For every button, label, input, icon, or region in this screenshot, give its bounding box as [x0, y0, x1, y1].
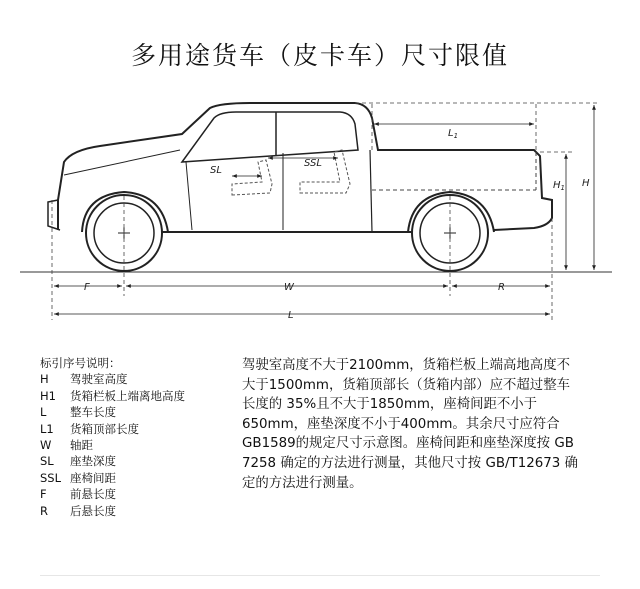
legend-item	[40, 437, 185, 453]
legend-item	[40, 503, 185, 519]
legend-item	[40, 388, 185, 404]
legend-item	[40, 421, 185, 437]
legend-symbol: R	[40, 503, 48, 518]
legend-symbol: SSL	[40, 470, 62, 485]
legend-item	[40, 371, 185, 387]
legend-desc: 座垫深度	[70, 454, 116, 469]
legend-desc: 驾驶室高度	[70, 372, 128, 387]
legend-desc: 货箱栏板上端离地高度	[70, 388, 185, 403]
label-H: H	[582, 178, 590, 189]
legend-item	[40, 470, 185, 486]
label-SSL: SSL	[304, 158, 322, 169]
legend-desc: 座椅间距	[70, 470, 116, 485]
legend-symbol: H1	[40, 388, 56, 403]
front-seat	[232, 160, 272, 195]
legend-symbol: F	[40, 487, 47, 502]
divider	[40, 575, 600, 576]
rear-seat	[300, 150, 350, 193]
label-L: L	[288, 310, 294, 321]
label-R: R	[498, 282, 505, 293]
legend-heading: 标引序号说明：	[40, 356, 121, 370]
legend-desc: 后悬长度	[70, 503, 116, 518]
cab-windows	[182, 112, 358, 162]
legend	[40, 355, 185, 519]
legend-desc: 轴距	[70, 438, 93, 453]
label-H1: $H_1$	[553, 180, 565, 192]
legend-desc: 货箱顶部长度	[70, 421, 139, 436]
legend-symbol: L	[40, 405, 47, 420]
label-W: W	[284, 282, 294, 293]
legend-desc: 整车长度	[70, 405, 116, 420]
legend-symbol: H	[40, 372, 49, 387]
label-F: F	[84, 282, 90, 293]
legend-item	[40, 486, 185, 502]
legend-item	[40, 453, 185, 469]
label-SL: SL	[210, 165, 222, 176]
page-title: 多用途货车（皮卡车）尺寸限值	[130, 41, 509, 70]
legend-symbol: SL	[40, 454, 54, 469]
legend-symbol: L1	[40, 421, 54, 436]
label-L1: $L_1$	[448, 128, 459, 140]
legend-desc: 前悬长度	[70, 487, 116, 502]
legend-item	[40, 404, 185, 420]
legend-symbol: W	[40, 438, 52, 453]
regulation-note: 驾驶室高度不大于2100mm，货箱栏板上端高地高度不大于1500mm，货箱顶部长（货箱内部）应不超过整车长度的 35%且不大于1850mm，座椅间距不小于650mm，座垫深度不小于400mm。其余尺寸应符合GB1589的规定尺寸示意图。座椅间距和座垫深度按 GB 7258 确定的方法进行测量，其他尺寸按 GB/T12673 确定的方法进行测量。	[242, 358, 578, 491]
